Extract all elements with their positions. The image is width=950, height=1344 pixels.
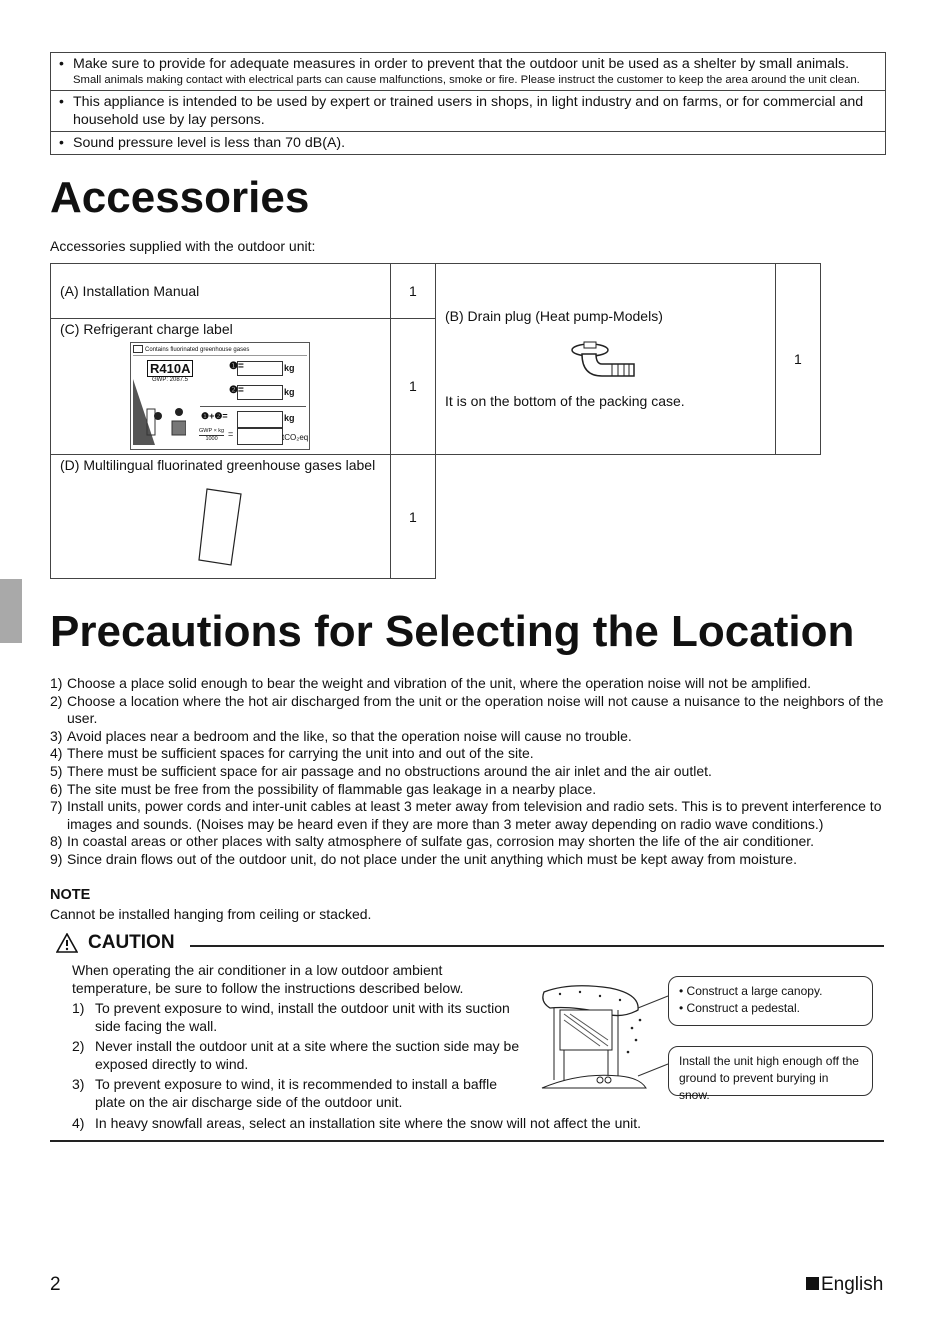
square-icon: [806, 1277, 819, 1290]
list-item: 3) To prevent exposure to wind, it is recommended to install a baffle plate on the air discharge side of the outdoor unit.: [72, 1076, 498, 1110]
gwp-value: GWP: 2087.5: [152, 377, 189, 383]
warning-triangle-icon: [56, 933, 78, 953]
drain-plug-icon: [568, 340, 644, 386]
list-item: 3) Avoid places near a bedroom and the like, so that the operation noise will cause no trouble.: [50, 727, 632, 744]
caution-list: [72, 1000, 642, 1132]
note-title: NOTE: [50, 887, 91, 903]
marker-1-icon: ❶: [229, 361, 238, 372]
cylinder-icon: [131, 377, 189, 447]
item-b-label: (B) Drain plug (Heat pump-Models): [445, 308, 663, 324]
cell-refrigerant-label: [50, 318, 391, 455]
item-b-qty: 1: [794, 351, 802, 367]
notice-table: [50, 52, 886, 155]
notice-subtext: Small animals making contact with electrical parts can cause malfunctions, smoke or fire. Please instruct the customer to keep the area around the unit clean.: [73, 74, 860, 86]
equals: =: [237, 385, 244, 396]
notice-text: • Make sure to provide for adequate measures in order to prevent that the outdoor unit be used as a shelter by small animals.: [73, 56, 850, 72]
unit-tco2: tCO₂eq: [282, 433, 309, 442]
charge-box-total: [237, 411, 283, 428]
unit-kg: kg: [284, 413, 295, 423]
caution-title: CAUTION: [88, 932, 175, 953]
list-item: 9) Since drain flows out of the outdoor unit, do not place under the unit anything which must be kept away from moisture.: [50, 850, 797, 867]
list-item: 1) Choose a place solid enough to bear the weight and vibration of the unit, where the operation noise will not be amplified.: [50, 675, 812, 691]
list-item: 5) There must be sufficient space for air passage and no obstructions around the air inlet and the air outlet.: [50, 762, 712, 779]
list-item: 1) To prevent exposure to wind, install the outdoor unit with its suction side facing the wall.: [72, 1000, 510, 1034]
callout-item: • Construct a pedestal.: [679, 1001, 800, 1015]
list-item: 4) There must be sufficient spaces for carrying the unit into and out of the site.: [50, 745, 534, 762]
callout-pointers: [630, 980, 672, 1090]
co2-box: [237, 428, 283, 445]
equals: =: [228, 429, 234, 439]
section-bottom-rule: [50, 1140, 884, 1142]
label-sticker-icon: [197, 487, 243, 569]
callout-text: Install the unit high enough off the ground to prevent burying in snow.: [679, 1054, 859, 1102]
precautions-heading: Precautions for Selecting the Location: [50, 607, 855, 656]
list-item: 6) The site must be free from the possibility of flammable gas leakage in a nearby place.: [50, 780, 597, 797]
callout-item: • Construct a large canopy.: [679, 984, 823, 998]
list-item: 7) Install units, power cords and inter-unit cables at least 3 meter away from television and radio sets. This is to prevent interference to images and sounds. (Noises may be heard even if they are more than 3 meter away depending on radio wave conditions.): [50, 798, 882, 832]
charge-box-1: [237, 361, 283, 376]
unit-kg: kg: [284, 387, 295, 397]
gwp-kg: GWP × kg: [199, 428, 225, 434]
notice-text: • Sound pressure level is less than 70 dB(A).: [73, 135, 346, 151]
list-item: 2) Choose a location where the hot air discharged from the unit or the operation noise will not cause a nuisance to the neighbors of the user.: [50, 692, 884, 727]
charge-box-2: [237, 385, 283, 400]
item-d-label: (D) Multilingual fluorinated greenhouse gases label: [60, 457, 376, 473]
notice-text: • This appliance is intended to be used by expert or trained users in shops, in light industry and on farms, or for commercial and household use by lay persons.: [73, 94, 864, 128]
callout-canopy: [668, 976, 873, 1026]
item-b-note: It is on the bottom of the packing case.: [445, 393, 685, 409]
cell-qty-b: [775, 263, 821, 455]
section-tab-marker: [0, 579, 22, 643]
note-text: Cannot be installed hanging from ceiling or stacked.: [50, 906, 372, 922]
item-c-qty: 1: [409, 378, 417, 394]
cell-multilingual-label: [50, 454, 391, 579]
equals: =: [222, 411, 228, 421]
divider: [200, 406, 306, 407]
cell-qty-c: [390, 318, 436, 455]
equals: =: [237, 361, 244, 372]
label-header: Contains fluorinated greenhouse gases: [145, 347, 250, 353]
marker-2-icon: ❷: [229, 385, 238, 396]
book-icon: [133, 345, 143, 353]
unit-kg: kg: [284, 363, 295, 373]
notice-row: [51, 53, 885, 91]
notice-row: [51, 91, 885, 132]
cell-drain-plug: [435, 263, 776, 455]
marker-sum-icon: ❶+❷: [201, 411, 223, 421]
accessories-intro: Accessories supplied with the outdoor unit:: [50, 238, 316, 254]
notice-row: [51, 132, 885, 155]
item-a-label: (A) Installation Manual: [60, 283, 200, 299]
list-item: 2) Never install the outdoor unit at a site where the suction side may be exposed directly to wind.: [72, 1038, 520, 1072]
divisor: 1000: [205, 436, 218, 442]
gas-name: R410A: [147, 360, 193, 377]
precautions-list: [50, 675, 886, 869]
callout-height: [668, 1046, 873, 1102]
caution-rule: [190, 945, 884, 947]
page-number: 2: [50, 1274, 61, 1295]
cell-installation-manual: [50, 263, 391, 319]
caution-intro: When operating the air conditioner in a low outdoor ambient temperature, be sure to follow the instructions described below.: [72, 962, 464, 996]
item-a-qty: 1: [409, 283, 417, 299]
item-d-qty: 1: [409, 509, 417, 525]
cell-qty-d: [390, 454, 436, 579]
item-c-label: (C) Refrigerant charge label: [60, 321, 233, 337]
cell-qty-a: [390, 263, 436, 319]
list-item: 4) In heavy snowfall areas, select an installation site where the snow will not affect the unit.: [72, 1114, 642, 1131]
list-item: 8) In coastal areas or other places with salty atmosphere of sulfate gas, corrosion may shorten the life of the air conditioner.: [50, 833, 815, 850]
refrigerant-label-illustration: [130, 342, 310, 450]
accessories-heading: Accessories: [50, 173, 310, 222]
language-label: English: [806, 1274, 883, 1296]
